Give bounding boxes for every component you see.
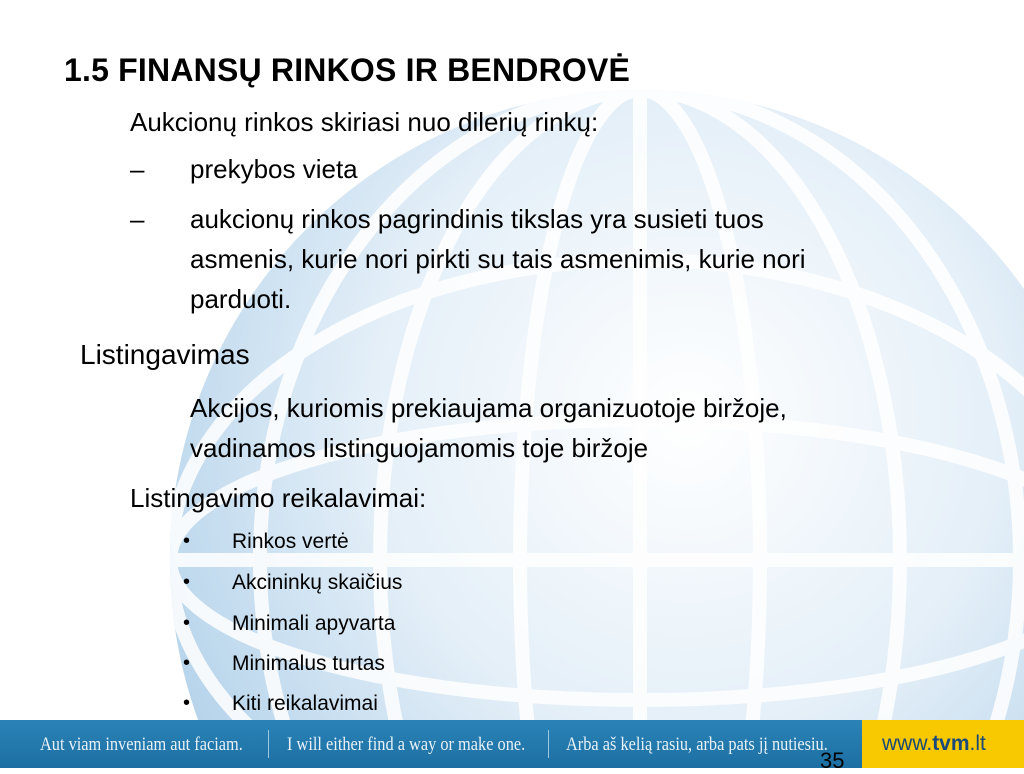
brand-prefix: www. <box>882 732 933 755</box>
page-number: 35 <box>820 748 845 773</box>
dash-marker: – <box>130 204 145 234</box>
motto-lithuanian: Arba aš kelią rasiu, arba pats jį nutiesiu. <box>566 734 828 755</box>
bullet-marker: • <box>183 652 191 674</box>
intro-text: Aukcionų rinkos skiriasi nuo dilerių rinkų: <box>130 107 599 137</box>
motto-english: I will either find a way or make one. <box>287 734 526 755</box>
dash-item-2-line-1: aukcionų rinkos pagrindinis tikslas yra susieti tuos <box>190 204 764 234</box>
dash-item-2-line-2: asmenis, kurie nori pirkti su tais asmenimis, kurie nori <box>190 244 806 274</box>
requirement-item: Kiti reikalavimai <box>232 692 378 715</box>
bullet-marker: • <box>183 571 191 593</box>
footer-divider <box>548 730 549 758</box>
description-line-1: Akcijos, kuriomis prekiaujama organizuotoje biržoje, <box>190 393 787 423</box>
footer-divider <box>268 730 269 758</box>
bullet-marker: • <box>183 612 191 634</box>
requirement-item: Minimalus turtas <box>232 652 385 675</box>
description-line-2: vadinamos listinguojamomis toje biržoje <box>190 433 649 463</box>
brand-name: tvm <box>932 732 970 755</box>
requirement-item: Akcininkų skaičius <box>232 571 403 594</box>
motto-latin: Aut viam inveniam aut faciam. <box>40 734 243 755</box>
brand-url[interactable] <box>882 732 986 756</box>
requirement-item: Rinkos vertė <box>232 530 349 553</box>
section-heading: Listingavimas <box>80 339 250 370</box>
dash-item-2-line-3: parduoti. <box>190 284 292 314</box>
requirements-heading: Listingavimo reikalavimai: <box>130 483 427 513</box>
bullet-marker: • <box>183 530 191 552</box>
bullet-marker: • <box>183 692 191 714</box>
brand-suffix: .lt <box>969 732 986 755</box>
dash-item-1: prekybos vieta <box>190 154 358 184</box>
slide-title: 1.5 FINANSŲ RINKOS IR BENDROVĖ <box>64 52 631 88</box>
dash-marker: – <box>130 154 145 184</box>
requirement-item: Minimali apyvarta <box>232 612 396 635</box>
brand-logo[interactable] <box>862 720 1024 768</box>
